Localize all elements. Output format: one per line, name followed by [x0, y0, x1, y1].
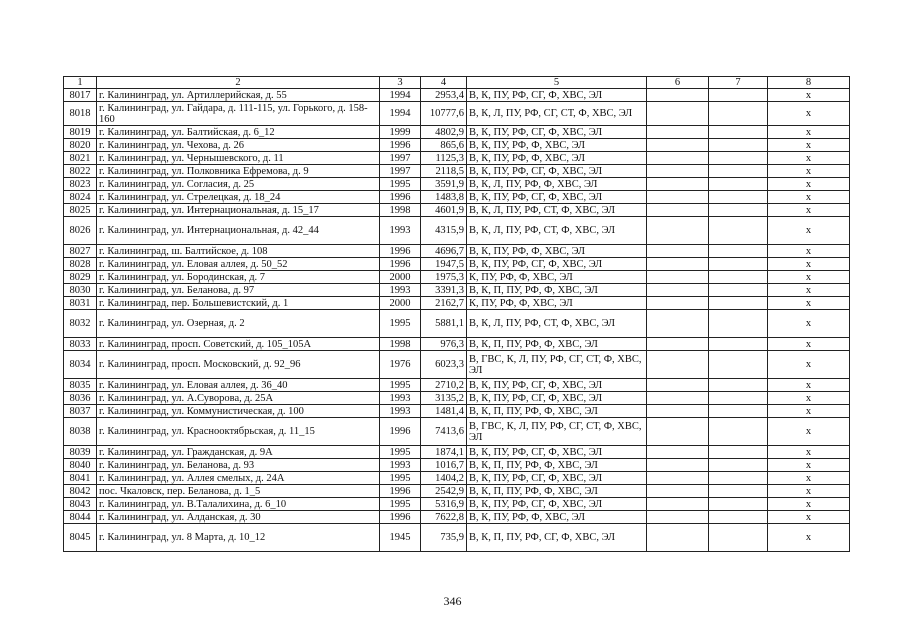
column-6-cell	[647, 498, 709, 511]
area-cell: 4601,9	[421, 204, 467, 217]
amenities-cell: В, К, П, ПУ, РФ, Ф, ХВС, ЭЛ	[467, 405, 647, 418]
column-header-2: 2	[97, 77, 380, 89]
column-7-cell	[709, 126, 768, 139]
column-7-cell	[709, 392, 768, 405]
row-number-cell: 8025	[64, 204, 97, 217]
amenities-cell: В, К, ПУ, РФ, СГ, Ф, ХВС, ЭЛ	[467, 379, 647, 392]
amenities-cell: В, К, ПУ, РФ, СГ, Ф, ХВС, ЭЛ	[467, 165, 647, 178]
area-cell: 2542,9	[421, 485, 467, 498]
address-cell: г. Калининград, ул. Озерная, д. 2	[97, 310, 380, 338]
column-6-cell	[647, 297, 709, 310]
table-row	[64, 472, 850, 485]
table-row	[64, 258, 850, 271]
column-8-cell: х	[768, 139, 850, 152]
column-6-cell	[647, 191, 709, 204]
address-cell: г. Калининград, ул. Интернациональная, д. 15_17	[97, 204, 380, 217]
table-row	[64, 485, 850, 498]
column-6-cell	[647, 338, 709, 351]
column-6-cell	[647, 524, 709, 552]
year-cell: 1997	[380, 165, 421, 178]
column-7-cell	[709, 485, 768, 498]
table-row	[64, 446, 850, 459]
area-cell: 1947,5	[421, 258, 467, 271]
amenities-cell: В, К, Л, ПУ, РФ, СГ, СТ, Ф, ХВС, ЭЛ	[467, 102, 647, 126]
address-cell: г. Калининград, пер. Большевистский, д. 1	[97, 297, 380, 310]
column-6-cell	[647, 89, 709, 102]
table-row	[64, 245, 850, 258]
amenities-cell: В, К, ПУ, РФ, Ф, ХВС, ЭЛ	[467, 245, 647, 258]
amenities-cell: В, К, ПУ, РФ, СГ, Ф, ХВС, ЭЛ	[467, 472, 647, 485]
column-8-cell: х	[768, 191, 850, 204]
year-cell: 1995	[380, 446, 421, 459]
address-cell: г. Калининград, ул. Беланова, д. 93	[97, 459, 380, 472]
address-cell: г. Калининград, ул. Беланова, д. 97	[97, 284, 380, 297]
column-8-cell: х	[768, 446, 850, 459]
column-header-8: 8	[768, 77, 850, 89]
column-header-1: 1	[64, 77, 97, 89]
table-row	[64, 191, 850, 204]
column-6-cell	[647, 392, 709, 405]
column-7-cell	[709, 258, 768, 271]
year-cell: 1995	[380, 178, 421, 191]
table-row	[64, 297, 850, 310]
year-cell: 1993	[380, 284, 421, 297]
column-7-cell	[709, 178, 768, 191]
amenities-cell: В, К, ПУ, РФ, СГ, Ф, ХВС, ЭЛ	[467, 498, 647, 511]
row-number-cell: 8030	[64, 284, 97, 297]
year-cell: 1945	[380, 524, 421, 552]
row-number-cell: 8017	[64, 89, 97, 102]
column-6-cell	[647, 351, 709, 379]
column-header-3: 3	[380, 77, 421, 89]
table-row	[64, 178, 850, 191]
address-cell: г. Калининград, ул. Гайдара, д. 111-115, ул. Горького, д. 158-160	[97, 102, 380, 126]
column-6-cell	[647, 511, 709, 524]
address-cell: г. Калининград, ул. Гражданская, д. 9А	[97, 446, 380, 459]
year-cell: 1998	[380, 338, 421, 351]
year-cell: 1994	[380, 102, 421, 126]
column-6-cell	[647, 459, 709, 472]
area-cell: 4802,9	[421, 126, 467, 139]
area-cell: 2953,4	[421, 89, 467, 102]
column-8-cell: х	[768, 459, 850, 472]
column-8-cell: х	[768, 102, 850, 126]
row-number-cell: 8045	[64, 524, 97, 552]
column-8-cell: х	[768, 178, 850, 191]
column-7-cell	[709, 338, 768, 351]
address-cell: г. Калининград, ул. Бородинская, д. 7	[97, 271, 380, 284]
year-cell: 2000	[380, 271, 421, 284]
area-cell: 5316,9	[421, 498, 467, 511]
address-cell: г. Калининград, ул. Коммунистическая, д. 100	[97, 405, 380, 418]
column-7-cell	[709, 379, 768, 392]
column-8-cell: х	[768, 245, 850, 258]
address-cell: г. Калининград, ул. Стрелецкая, д. 18_24	[97, 191, 380, 204]
column-8-cell: х	[768, 284, 850, 297]
row-number-cell: 8032	[64, 310, 97, 338]
row-number-cell: 8040	[64, 459, 97, 472]
year-cell: 1999	[380, 126, 421, 139]
year-cell: 1996	[380, 191, 421, 204]
amenities-cell: В, К, ПУ, РФ, СГ, Ф, ХВС, ЭЛ	[467, 446, 647, 459]
column-7-cell	[709, 204, 768, 217]
row-number-cell: 8020	[64, 139, 97, 152]
column-header-7: 7	[709, 77, 768, 89]
amenities-cell: В, К, ПУ, РФ, Ф, ХВС, ЭЛ	[467, 139, 647, 152]
column-7-cell	[709, 511, 768, 524]
column-7-cell	[709, 217, 768, 245]
year-cell: 1994	[380, 89, 421, 102]
address-cell: г. Калининград, просп. Московский, д. 92_96	[97, 351, 380, 379]
table-row	[64, 126, 850, 139]
table-row	[64, 498, 850, 511]
column-8-cell: х	[768, 204, 850, 217]
column-7-cell	[709, 191, 768, 204]
year-cell: 1996	[380, 511, 421, 524]
row-number-cell: 8044	[64, 511, 97, 524]
table-row	[64, 338, 850, 351]
address-cell: г. Калининград, ул. Артиллерийская, д. 55	[97, 89, 380, 102]
column-8-cell: х	[768, 338, 850, 351]
row-number-cell: 8043	[64, 498, 97, 511]
address-cell: г. Калининград, ул. В.Талалихина, д. 6_10	[97, 498, 380, 511]
area-cell: 735,9	[421, 524, 467, 552]
year-cell: 1996	[380, 485, 421, 498]
column-6-cell	[647, 405, 709, 418]
row-number-cell: 8027	[64, 245, 97, 258]
address-cell: г. Калининград, ш. Балтийское, д. 108	[97, 245, 380, 258]
address-cell: пос. Чкаловск, пер. Беланова, д. 1_5	[97, 485, 380, 498]
area-cell: 1016,7	[421, 459, 467, 472]
table-row	[64, 418, 850, 446]
column-6-cell	[647, 310, 709, 338]
table-row	[64, 392, 850, 405]
housing-register-table	[63, 76, 850, 552]
table-row	[64, 284, 850, 297]
column-6-cell	[647, 126, 709, 139]
column-header-4: 4	[421, 77, 467, 89]
amenities-cell: В, К, ПУ, РФ, СГ, Ф, ХВС, ЭЛ	[467, 392, 647, 405]
column-6-cell	[647, 284, 709, 297]
column-8-cell: х	[768, 405, 850, 418]
amenities-cell: В, К, П, ПУ, РФ, Ф, ХВС, ЭЛ	[467, 284, 647, 297]
column-6-cell	[647, 139, 709, 152]
amenities-cell: В, К, ПУ, РФ, СГ, Ф, ХВС, ЭЛ	[467, 126, 647, 139]
table-row	[64, 102, 850, 126]
column-6-cell	[647, 418, 709, 446]
column-6-cell	[647, 485, 709, 498]
area-cell: 976,3	[421, 338, 467, 351]
column-8-cell: х	[768, 511, 850, 524]
year-cell: 1995	[380, 472, 421, 485]
year-cell: 1993	[380, 459, 421, 472]
column-8-cell: х	[768, 126, 850, 139]
row-number-cell: 8041	[64, 472, 97, 485]
area-cell: 2118,5	[421, 165, 467, 178]
column-7-cell	[709, 524, 768, 552]
column-6-cell	[647, 217, 709, 245]
amenities-cell: В, К, ПУ, РФ, Ф, ХВС, ЭЛ	[467, 152, 647, 165]
area-cell: 4315,9	[421, 217, 467, 245]
column-8-cell: х	[768, 524, 850, 552]
area-cell: 6023,3	[421, 351, 467, 379]
column-8-cell: х	[768, 271, 850, 284]
column-7-cell	[709, 459, 768, 472]
column-7-cell	[709, 152, 768, 165]
address-cell: г. Калининград, ул. Алданская, д. 30	[97, 511, 380, 524]
area-cell: 2710,2	[421, 379, 467, 392]
table-row	[64, 511, 850, 524]
row-number-cell: 8036	[64, 392, 97, 405]
row-number-cell: 8028	[64, 258, 97, 271]
page-number: 346	[443, 594, 462, 608]
column-7-cell	[709, 245, 768, 258]
table-row	[64, 139, 850, 152]
area-cell: 2162,7	[421, 297, 467, 310]
row-number-cell: 8018	[64, 102, 97, 126]
table-row	[64, 165, 850, 178]
year-cell: 1996	[380, 245, 421, 258]
amenities-cell: В, К, П, ПУ, РФ, СГ, Ф, ХВС, ЭЛ	[467, 524, 647, 552]
column-8-cell: х	[768, 498, 850, 511]
table-row	[64, 271, 850, 284]
row-number-cell: 8033	[64, 338, 97, 351]
column-8-cell: х	[768, 89, 850, 102]
column-6-cell	[647, 446, 709, 459]
year-cell: 1995	[380, 498, 421, 511]
table-header-row	[64, 77, 850, 89]
address-cell: г. Калининград, ул. Еловая аллея, д. 36_40	[97, 379, 380, 392]
table-row	[64, 459, 850, 472]
year-cell: 1995	[380, 379, 421, 392]
row-number-cell: 8021	[64, 152, 97, 165]
address-cell: г. Калининград, ул. Чернышевского, д. 11	[97, 152, 380, 165]
table-row	[64, 405, 850, 418]
column-8-cell: х	[768, 217, 850, 245]
column-6-cell	[647, 102, 709, 126]
column-7-cell	[709, 139, 768, 152]
address-cell: г. Калининград, ул. Согласия, д. 25	[97, 178, 380, 191]
year-cell: 1976	[380, 351, 421, 379]
column-8-cell: х	[768, 152, 850, 165]
address-cell: г. Калининград, ул. Балтийская, д. 6_12	[97, 126, 380, 139]
year-cell: 1993	[380, 217, 421, 245]
row-number-cell: 8035	[64, 379, 97, 392]
table-body	[64, 89, 850, 552]
column-7-cell	[709, 446, 768, 459]
table-row	[64, 204, 850, 217]
row-number-cell: 8022	[64, 165, 97, 178]
table-row	[64, 524, 850, 552]
row-number-cell: 8026	[64, 217, 97, 245]
column-8-cell: х	[768, 258, 850, 271]
address-cell: г. Калининград, ул. Чехова, д. 26	[97, 139, 380, 152]
amenities-cell: В, К, ПУ, РФ, Ф, ХВС, ЭЛ	[467, 511, 647, 524]
amenities-cell: В, К, Л, ПУ, РФ, СТ, Ф, ХВС, ЭЛ	[467, 204, 647, 217]
year-cell: 2000	[380, 297, 421, 310]
amenities-cell: В, К, ПУ, РФ, СГ, Ф, ХВС, ЭЛ	[467, 258, 647, 271]
table-row	[64, 152, 850, 165]
area-cell: 1975,3	[421, 271, 467, 284]
address-cell: г. Калининград, ул. Аллея смелых, д. 24А	[97, 472, 380, 485]
area-cell: 1874,1	[421, 446, 467, 459]
amenities-cell: В, ГВС, К, Л, ПУ, РФ, СГ, СТ, Ф, ХВС, ЭЛ	[467, 351, 647, 379]
column-7-cell	[709, 89, 768, 102]
year-cell: 1998	[380, 204, 421, 217]
area-cell: 4696,7	[421, 245, 467, 258]
row-number-cell: 8037	[64, 405, 97, 418]
column-7-cell	[709, 284, 768, 297]
amenities-cell: К, ПУ, РФ, Ф, ХВС, ЭЛ	[467, 271, 647, 284]
year-cell: 1995	[380, 310, 421, 338]
address-cell: г. Калининград, ул. Еловая аллея, д. 50_52	[97, 258, 380, 271]
column-6-cell	[647, 245, 709, 258]
column-6-cell	[647, 178, 709, 191]
amenities-cell: К, ПУ, РФ, Ф, ХВС, ЭЛ	[467, 297, 647, 310]
year-cell: 1996	[380, 258, 421, 271]
column-7-cell	[709, 271, 768, 284]
amenities-cell: В, К, П, ПУ, РФ, Ф, ХВС, ЭЛ	[467, 485, 647, 498]
area-cell: 3591,9	[421, 178, 467, 191]
column-header-5: 5	[467, 77, 647, 89]
address-cell: г. Калининград, ул. Краснооктябрьская, д. 11_15	[97, 418, 380, 446]
year-cell: 1997	[380, 152, 421, 165]
table-row	[64, 379, 850, 392]
amenities-cell: В, К, Л, ПУ, РФ, Ф, ХВС, ЭЛ	[467, 178, 647, 191]
column-7-cell	[709, 418, 768, 446]
column-8-cell: х	[768, 485, 850, 498]
amenities-cell: В, ГВС, К, Л, ПУ, РФ, СГ, СТ, Ф, ХВС, ЭЛ	[467, 418, 647, 446]
year-cell: 1993	[380, 405, 421, 418]
area-cell: 7622,8	[421, 511, 467, 524]
column-header-6: 6	[647, 77, 709, 89]
table-row	[64, 310, 850, 338]
address-cell: г. Калининград, ул. Полковника Ефремова, д. 9	[97, 165, 380, 178]
column-6-cell	[647, 472, 709, 485]
column-7-cell	[709, 165, 768, 178]
row-number-cell: 8024	[64, 191, 97, 204]
column-8-cell: х	[768, 351, 850, 379]
column-8-cell: х	[768, 392, 850, 405]
amenities-cell: В, К, Л, ПУ, РФ, СТ, Ф, ХВС, ЭЛ	[467, 310, 647, 338]
column-7-cell	[709, 498, 768, 511]
column-7-cell	[709, 102, 768, 126]
row-number-cell: 8034	[64, 351, 97, 379]
amenities-cell: В, К, Л, ПУ, РФ, СТ, Ф, ХВС, ЭЛ	[467, 217, 647, 245]
address-cell: г. Калининград, ул. 8 Марта, д. 10_12	[97, 524, 380, 552]
address-cell: г. Калининград, ул. Интернациональная, д. 42_44	[97, 217, 380, 245]
column-6-cell	[647, 165, 709, 178]
address-cell: г. Калининград, ул. А.Суворова, д. 25А	[97, 392, 380, 405]
area-cell: 865,6	[421, 139, 467, 152]
column-6-cell	[647, 258, 709, 271]
column-8-cell: х	[768, 297, 850, 310]
column-7-cell	[709, 472, 768, 485]
amenities-cell: В, К, П, ПУ, РФ, Ф, ХВС, ЭЛ	[467, 459, 647, 472]
column-8-cell: х	[768, 472, 850, 485]
column-8-cell: х	[768, 165, 850, 178]
row-number-cell: 8038	[64, 418, 97, 446]
column-7-cell	[709, 297, 768, 310]
year-cell: 1996	[380, 139, 421, 152]
area-cell: 1481,4	[421, 405, 467, 418]
amenities-cell: В, К, П, ПУ, РФ, Ф, ХВС, ЭЛ	[467, 338, 647, 351]
amenities-cell: В, К, ПУ, РФ, СГ, Ф, ХВС, ЭЛ	[467, 89, 647, 102]
column-7-cell	[709, 351, 768, 379]
area-cell: 5881,1	[421, 310, 467, 338]
column-6-cell	[647, 152, 709, 165]
column-7-cell	[709, 405, 768, 418]
column-8-cell: х	[768, 418, 850, 446]
year-cell: 1993	[380, 392, 421, 405]
column-8-cell: х	[768, 379, 850, 392]
column-7-cell	[709, 310, 768, 338]
row-number-cell: 8031	[64, 297, 97, 310]
row-number-cell: 8023	[64, 178, 97, 191]
area-cell: 1404,2	[421, 472, 467, 485]
column-6-cell	[647, 271, 709, 284]
year-cell: 1996	[380, 418, 421, 446]
area-cell: 10777,6	[421, 102, 467, 126]
area-cell: 1125,3	[421, 152, 467, 165]
row-number-cell: 8029	[64, 271, 97, 284]
column-6-cell	[647, 204, 709, 217]
address-cell: г. Калининград, просп. Советский, д. 105_105А	[97, 338, 380, 351]
table-row	[64, 351, 850, 379]
area-cell: 3135,2	[421, 392, 467, 405]
amenities-cell: В, К, ПУ, РФ, СГ, Ф, ХВС, ЭЛ	[467, 191, 647, 204]
column-6-cell	[647, 379, 709, 392]
table-row	[64, 217, 850, 245]
table-row	[64, 89, 850, 102]
area-cell: 7413,6	[421, 418, 467, 446]
row-number-cell: 8019	[64, 126, 97, 139]
row-number-cell: 8039	[64, 446, 97, 459]
column-8-cell: х	[768, 310, 850, 338]
area-cell: 3391,3	[421, 284, 467, 297]
row-number-cell: 8042	[64, 485, 97, 498]
area-cell: 1483,8	[421, 191, 467, 204]
